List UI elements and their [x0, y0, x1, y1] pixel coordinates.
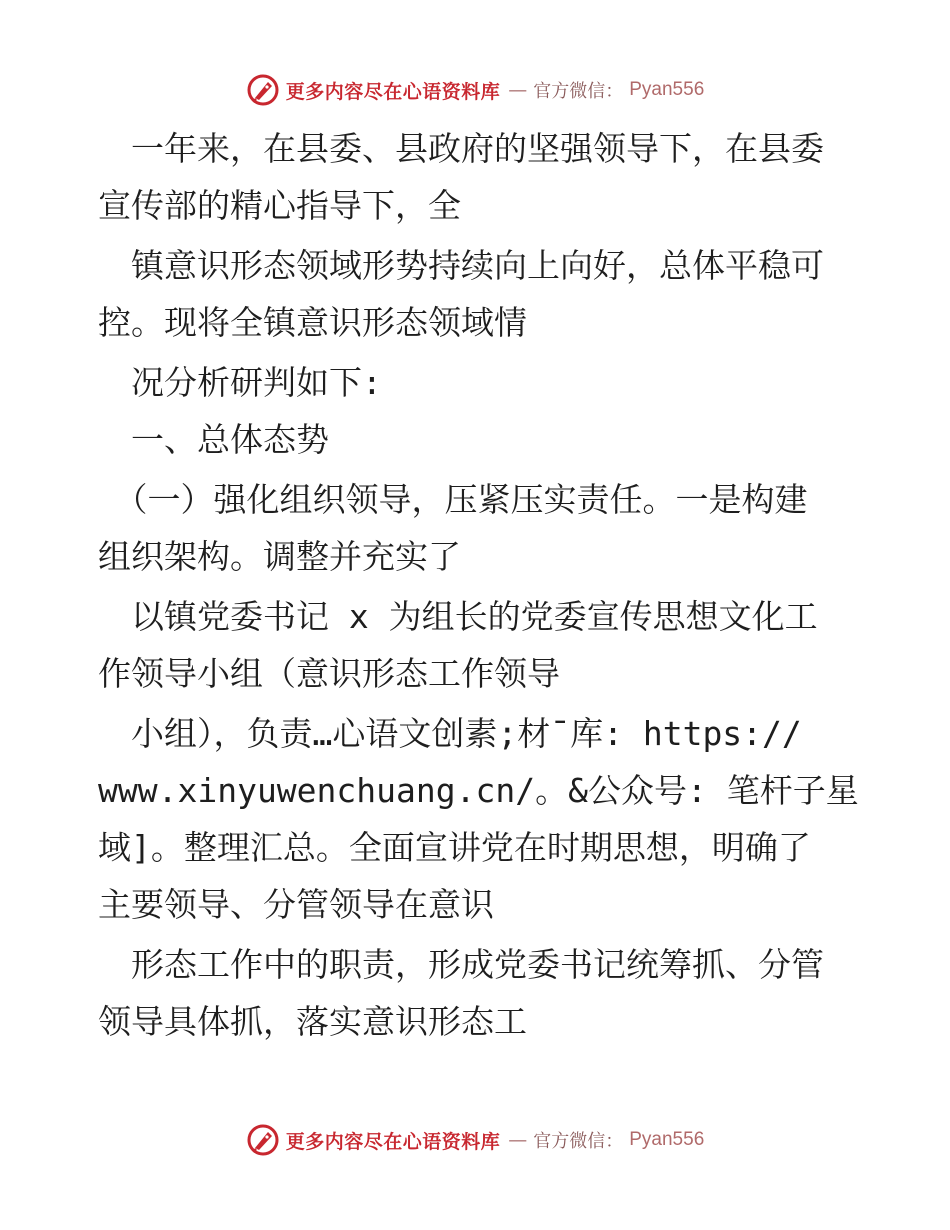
text-line: 控。现将全镇意识形态领域情 — [98, 303, 527, 342]
text-line: 况分析研判如下: — [98, 363, 382, 402]
text-line: 一年来，在县委、县政府的坚强领导下，在县委 — [98, 129, 824, 168]
text-line: www.xinyuwenchuang.cn/。&公众号: 笔杆子星 — [98, 771, 859, 810]
watermark-wechat-label: 官方微信： — [533, 81, 624, 102]
pen-nib-logo-icon — [246, 73, 280, 107]
text-line: 以镇党委书记 x 为组长的党委宣传思想文化工 — [98, 597, 818, 636]
text-line: 作领导小组（意识形态工作领导 — [98, 654, 560, 693]
watermark-wechat-id: Pyan556 — [629, 79, 705, 100]
text-line: 主要领导、分管领导在意识 — [98, 885, 494, 924]
text-line: 小组），负责…心语文创素;材¯库: https:// — [98, 714, 802, 753]
text-line: 领导具体抓，落实意识形态工 — [98, 1002, 527, 1041]
watermark-main-text: 更多内容尽在心语资料库 — [285, 80, 501, 103]
watermark-main-text: 更多内容尽在心语资料库 — [285, 1130, 501, 1153]
text-line: 组织架构。调整并充实了 — [98, 537, 461, 576]
watermark-wechat-label: 官方微信： — [533, 1131, 624, 1152]
text-line: 一、总体态势 — [98, 420, 329, 459]
pen-nib-logo-icon — [246, 1123, 280, 1157]
watermark-dash: — — [508, 79, 526, 101]
text-line: （一）强化组织领导，压紧压实责任。一是构建 — [98, 480, 808, 519]
text-line: 域]。整理汇总。全面宣讲党在时期思想，明确了 — [98, 828, 811, 867]
text-line: 宣传部的精心指导下，全 — [98, 186, 461, 225]
watermark-wechat-id: Pyan556 — [629, 1129, 705, 1150]
header-watermark-banner — [0, 70, 950, 110]
text-line: 镇意识形态领域形势持续向上向好，总体平稳可 — [98, 246, 824, 285]
text-line: 形态工作中的职责，形成党委书记统筹抓、分管 — [98, 945, 824, 984]
footer-watermark-banner — [0, 1120, 950, 1160]
watermark-dash: — — [508, 1129, 526, 1151]
